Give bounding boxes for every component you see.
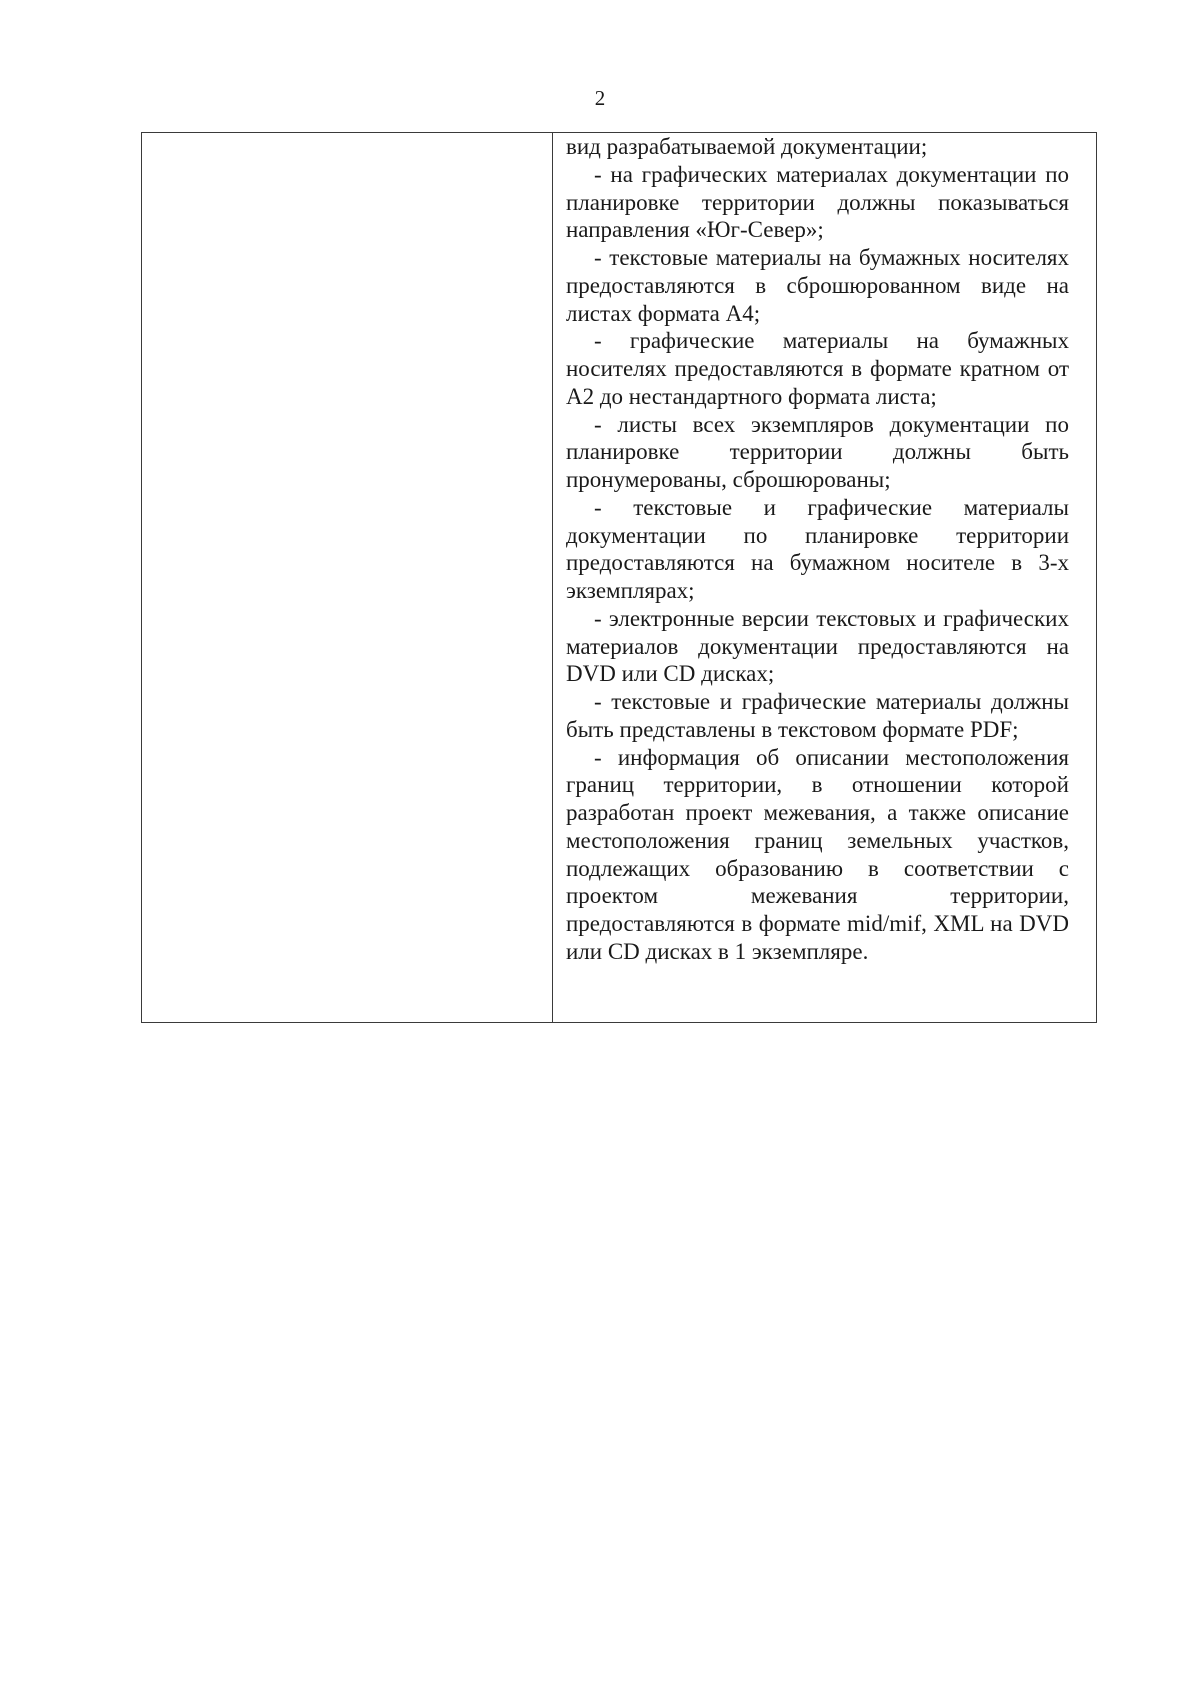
paragraph-electronic-versions: - электронные версии текстовых и графических материалов документации предоставляются на DVD или CD дисках;: [566, 605, 1069, 687]
paragraph-continuation: вид разрабатываемой документации;: [566, 134, 928, 159]
paragraph-pdf-format: - текстовые и графические материалы должны быть представлены в текстовом формате PDF;: [566, 689, 1069, 742]
paragraph-boundary-info: - информация об описании местоположения границ территории, в отношении которой разработан проект межевания, а также описание местоположения границ земельных участков, подлежащих образованию в соответствии с проектом межевания территории, предоставляются в формате mid/mif, XML на DVD или CD дисках в 1 экземпляре.: [566, 744, 1069, 964]
page-number: 2: [594, 86, 606, 110]
paragraph-paper-copies: - текстовые и графические материалы документации по планировке территории предоставляются на бумажном носителе в 3-х экземплярах;: [566, 494, 1069, 603]
paragraph-orientation: - на графических материалах документации по планировке территории должны показываться направления «Юг-Север»;: [566, 161, 1069, 243]
paragraph-graphic-materials: - графические материалы на бумажных носителях предоставляются в формате кратном от А2 до нестандартного формата листа;: [566, 328, 1069, 409]
table-cell-left-empty: [142, 133, 553, 1022]
table-cell-right: [553, 133, 1096, 1022]
paragraph-sheet-numbering: - листы всех экземпляров документации по планировке территории должны быть пронумерованы, сброшюрованы;: [566, 411, 1069, 492]
paragraph-text-materials: - текстовые материалы на бумажных носителях предоставляются в сброшюрованном виде на листах формата А4;: [566, 245, 1069, 326]
requirements-table: [141, 132, 1097, 1023]
